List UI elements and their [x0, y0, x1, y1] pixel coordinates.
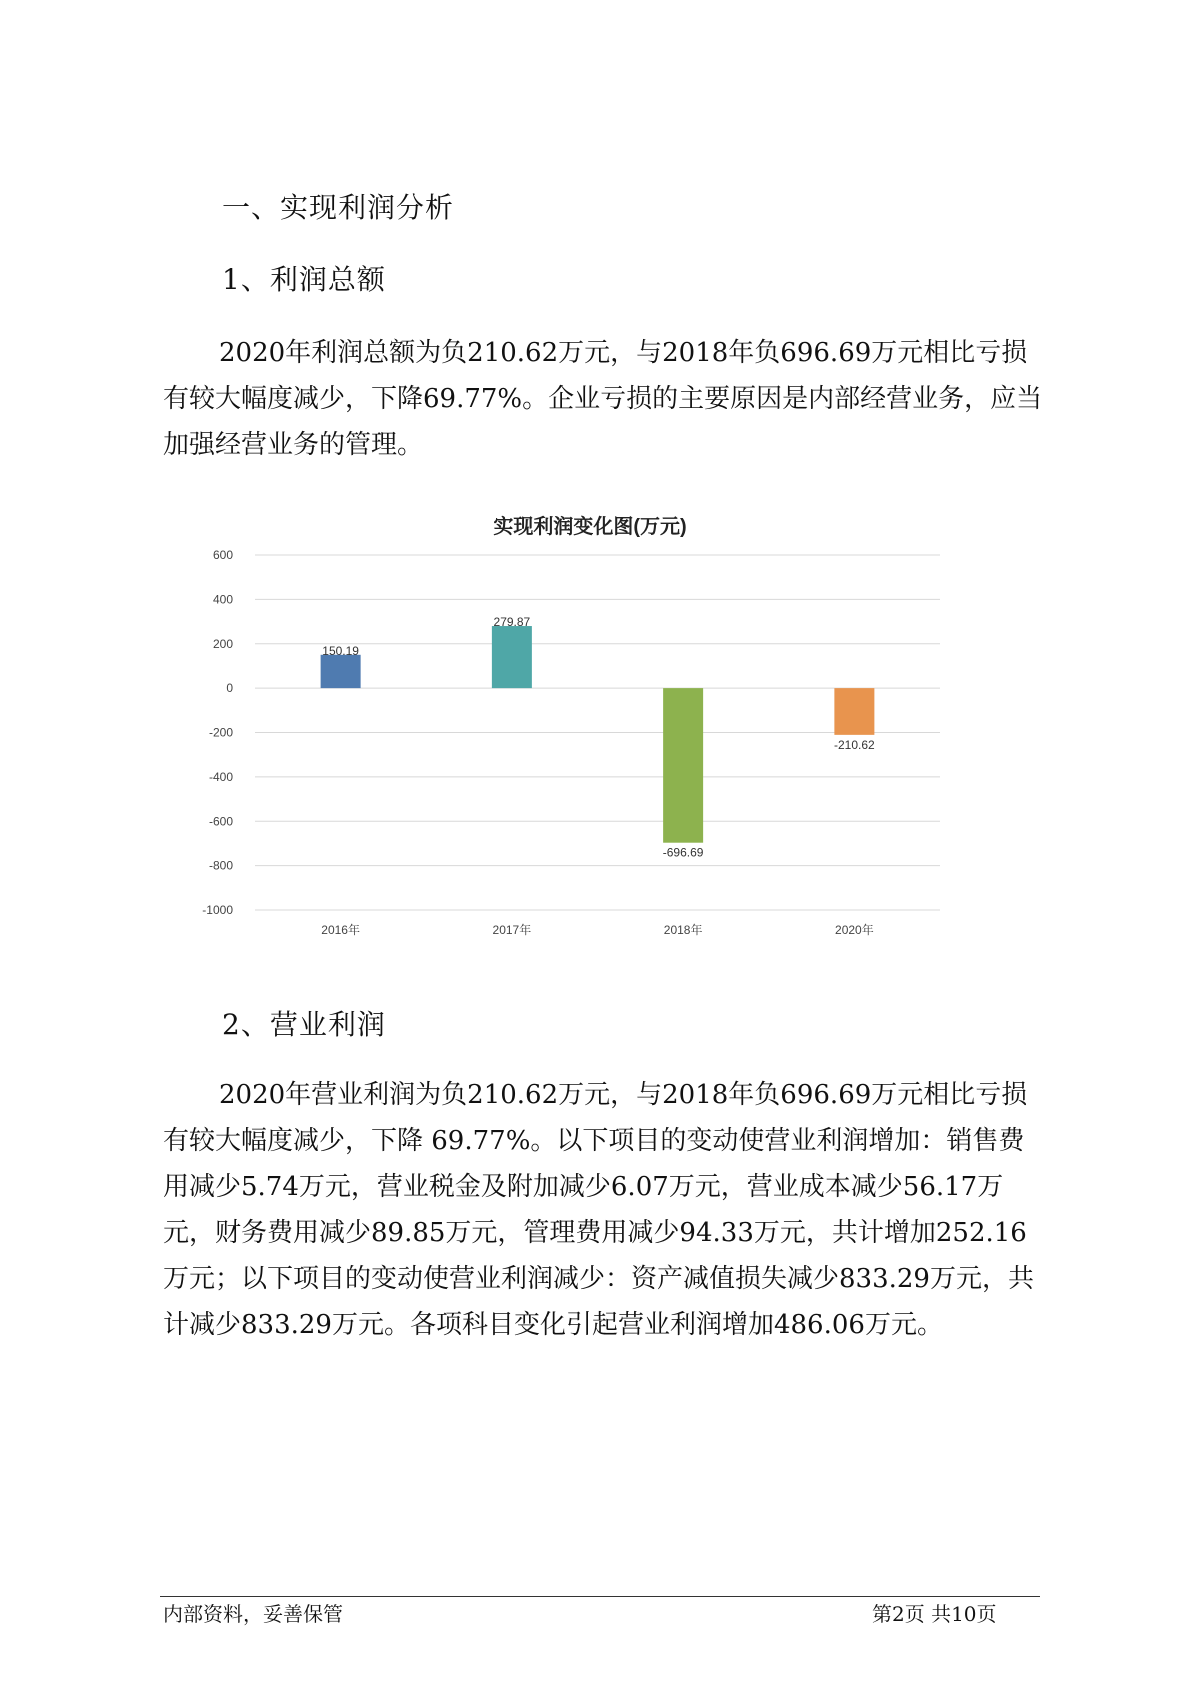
- footer-confidential-note: 内部资料，妥善保管: [163, 1602, 343, 1626]
- x-tick-label: 2017年: [492, 923, 532, 937]
- y-tick-label: -800: [208, 858, 233, 873]
- bar-value-label: 150.19: [322, 643, 359, 658]
- y-tick-label: 600: [212, 548, 233, 562]
- x-tick-label: 2016年: [321, 923, 360, 937]
- section-2-paragraph: 2020年营业利润为负210.62万元，与2018年负696.69万元相比亏损有较大幅度减少，下降 69.77%。以下项目的变动使营业利润增加：销售费用减少5.74万元，营业税金及附加减少6.07万元，营业成本减少56.17万元，财务费用减少89.85万元，管理费用减少94.33万元，共计增加252.16万元；以下项目的变动使营业利润减少：资产减值损失减少833.29万元，共计减少833.29万元。各项科目变化引起营业利润增加486.06万元。: [163, 1080, 1034, 1340]
- y-tick-label: -1000: [202, 903, 233, 917]
- bar-2016年: [321, 655, 361, 688]
- y-tick-label: 200: [212, 636, 233, 651]
- x-tick-label: 2020年: [835, 923, 874, 937]
- y-tick-label: -600: [208, 814, 233, 829]
- section-1-paragraph: 2020年利润总额为负210.62万元，与2018年负696.69万元相比亏损有较大幅度减少，下降69.77%。企业亏损的主要原因是内部经营业务，应当加强经营业务的管理。: [163, 338, 1043, 460]
- bar-2017年: [492, 626, 532, 688]
- bar-value-label: -210.62: [834, 737, 875, 752]
- section-1-title: 1、利润总额: [222, 263, 386, 296]
- y-tick-label: -200: [208, 725, 233, 740]
- profit-bar-chart: [200, 505, 960, 945]
- bar-value-label: -696.69: [662, 845, 704, 860]
- footer-divider: [160, 1596, 1040, 1597]
- section-2-title: 2、营业利润: [222, 1008, 386, 1041]
- x-tick-label: 2018年: [663, 923, 703, 937]
- footer-page-number: 第2页 共10页: [872, 1602, 997, 1626]
- page-heading: 一、实现利润分析: [222, 191, 455, 224]
- bar-2020年: [834, 688, 874, 735]
- bar-2018年: [663, 688, 703, 843]
- y-tick-label: 0: [226, 681, 233, 696]
- y-tick-label: 400: [212, 592, 233, 607]
- y-tick-label: -400: [208, 769, 233, 784]
- chart-title: 实现利润变化图(万元): [493, 516, 687, 538]
- bar-value-label: 279.87: [493, 615, 531, 630]
